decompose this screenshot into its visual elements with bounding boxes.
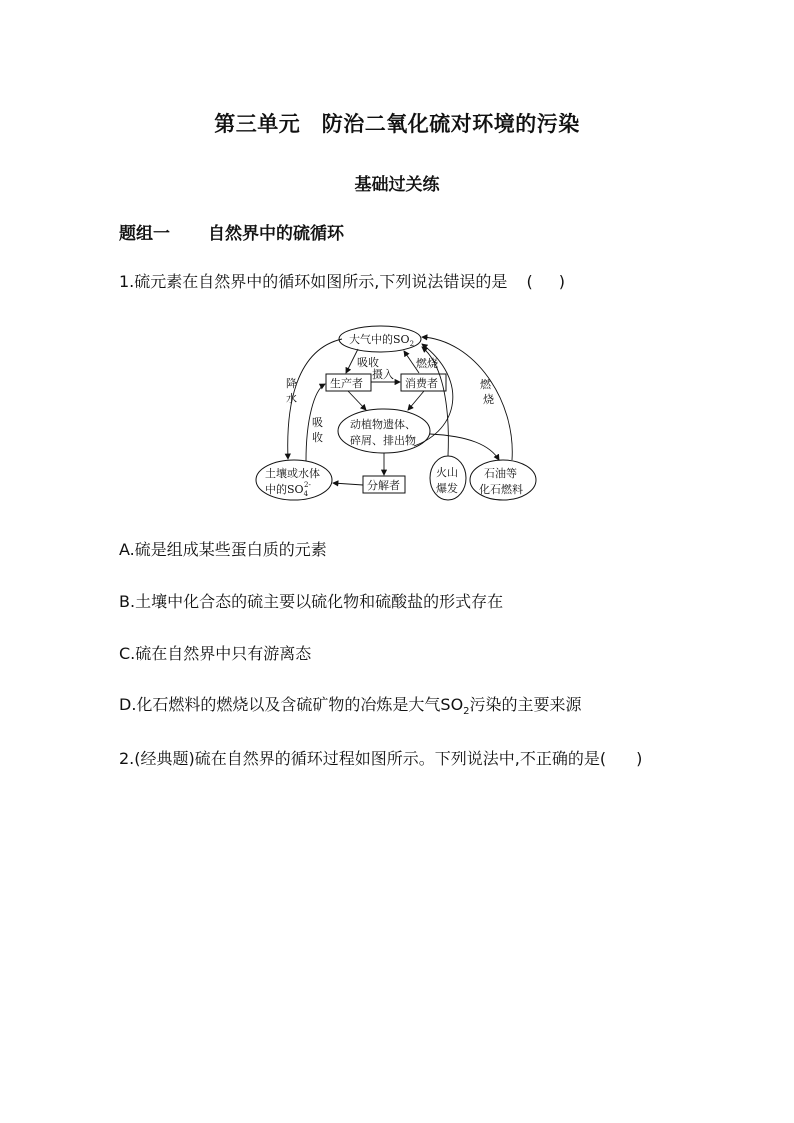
node-decomposer — [363, 476, 405, 493]
svg-text:中的SO42-: 中的$SO_42-$ — [265, 481, 311, 498]
question-group-heading — [119, 219, 344, 244]
svg-text:爆发: 爆发 — [436, 482, 458, 495]
option-d[interactable] — [119, 690, 582, 727]
svg-text:分解者: 分解者 — [367, 479, 400, 492]
section-subtitle: 基础过关练 — [354, 175, 440, 195]
node-remains — [338, 409, 430, 453]
node-volcano — [430, 456, 466, 500]
label-absorb-top: 吸收 — [357, 356, 379, 369]
question-1 — [119, 267, 565, 297]
option-c[interactable]: C.硫在自然界中只有游离态 — [119, 644, 312, 663]
group-label: 题组一 — [119, 224, 170, 244]
svg-text:生产者: 生产者 — [330, 377, 363, 390]
svg-text:大气中的SO2: 大气中的$SO_2$ — [349, 333, 415, 348]
label-burn-top: 燃烧 — [416, 357, 438, 370]
node-producer — [326, 374, 371, 391]
label-absorb-side-2: 收 — [312, 431, 323, 444]
label-rain-1: 降 — [286, 377, 297, 390]
group-name: 自然界中的硫循环 — [208, 224, 344, 244]
option-d-sub: 2 — [463, 706, 470, 718]
node-consumer — [401, 374, 446, 391]
label-burn-side-1: 燃 — [480, 378, 491, 391]
svg-text:动植物遗体、: 动植物遗体、 — [350, 418, 416, 431]
node-atmosphere — [339, 326, 421, 352]
option-d-text-end: 污染的主要来源 — [469, 695, 582, 714]
sulfur-cycle-diagram — [254, 320, 550, 510]
label-ingest: 摄入 — [372, 368, 394, 381]
node-fossil-fuel — [470, 460, 536, 500]
svg-text:碎屑、排出物: 碎屑、排出物 — [350, 434, 416, 447]
node-soil-water — [256, 460, 332, 500]
svg-text:消费者: 消费者 — [405, 377, 438, 390]
question-1-stem: 1.硫元素在自然界中的循环如图所示,下列说法错误的是 — [119, 272, 508, 291]
page-title: 第三单元 防治二氧化硫对环境的污染 — [214, 112, 580, 136]
answer-paren-close-2: ) — [636, 749, 643, 768]
question-2-stem: 2.(经典题)硫在自然界的循环过程如图所示。下列说法中,不正确的是( — [119, 749, 607, 768]
label-burn-side-2: 烧 — [483, 393, 494, 406]
question-2 — [119, 742, 679, 776]
svg-text:土壤或水体: 土壤或水体 — [265, 467, 320, 480]
label-absorb-side-1: 吸 — [312, 416, 323, 429]
option-a[interactable]: A.硫是组成某些蛋白质的元素 — [119, 540, 327, 559]
svg-text:石油等: 石油等 — [484, 467, 517, 480]
svg-text:化石燃料: 化石燃料 — [479, 483, 523, 496]
answer-paren-close: ) — [558, 272, 565, 291]
option-b[interactable]: B.土壤中化合态的硫主要以硫化物和硫酸盐的形式存在 — [119, 592, 504, 611]
svg-text:火山: 火山 — [436, 466, 458, 479]
option-d-text: D.化石燃料的燃烧以及含硫矿物的冶炼是大气SO — [119, 695, 464, 714]
answer-paren-open: ( — [526, 272, 533, 291]
label-rain-2: 水 — [286, 392, 297, 405]
